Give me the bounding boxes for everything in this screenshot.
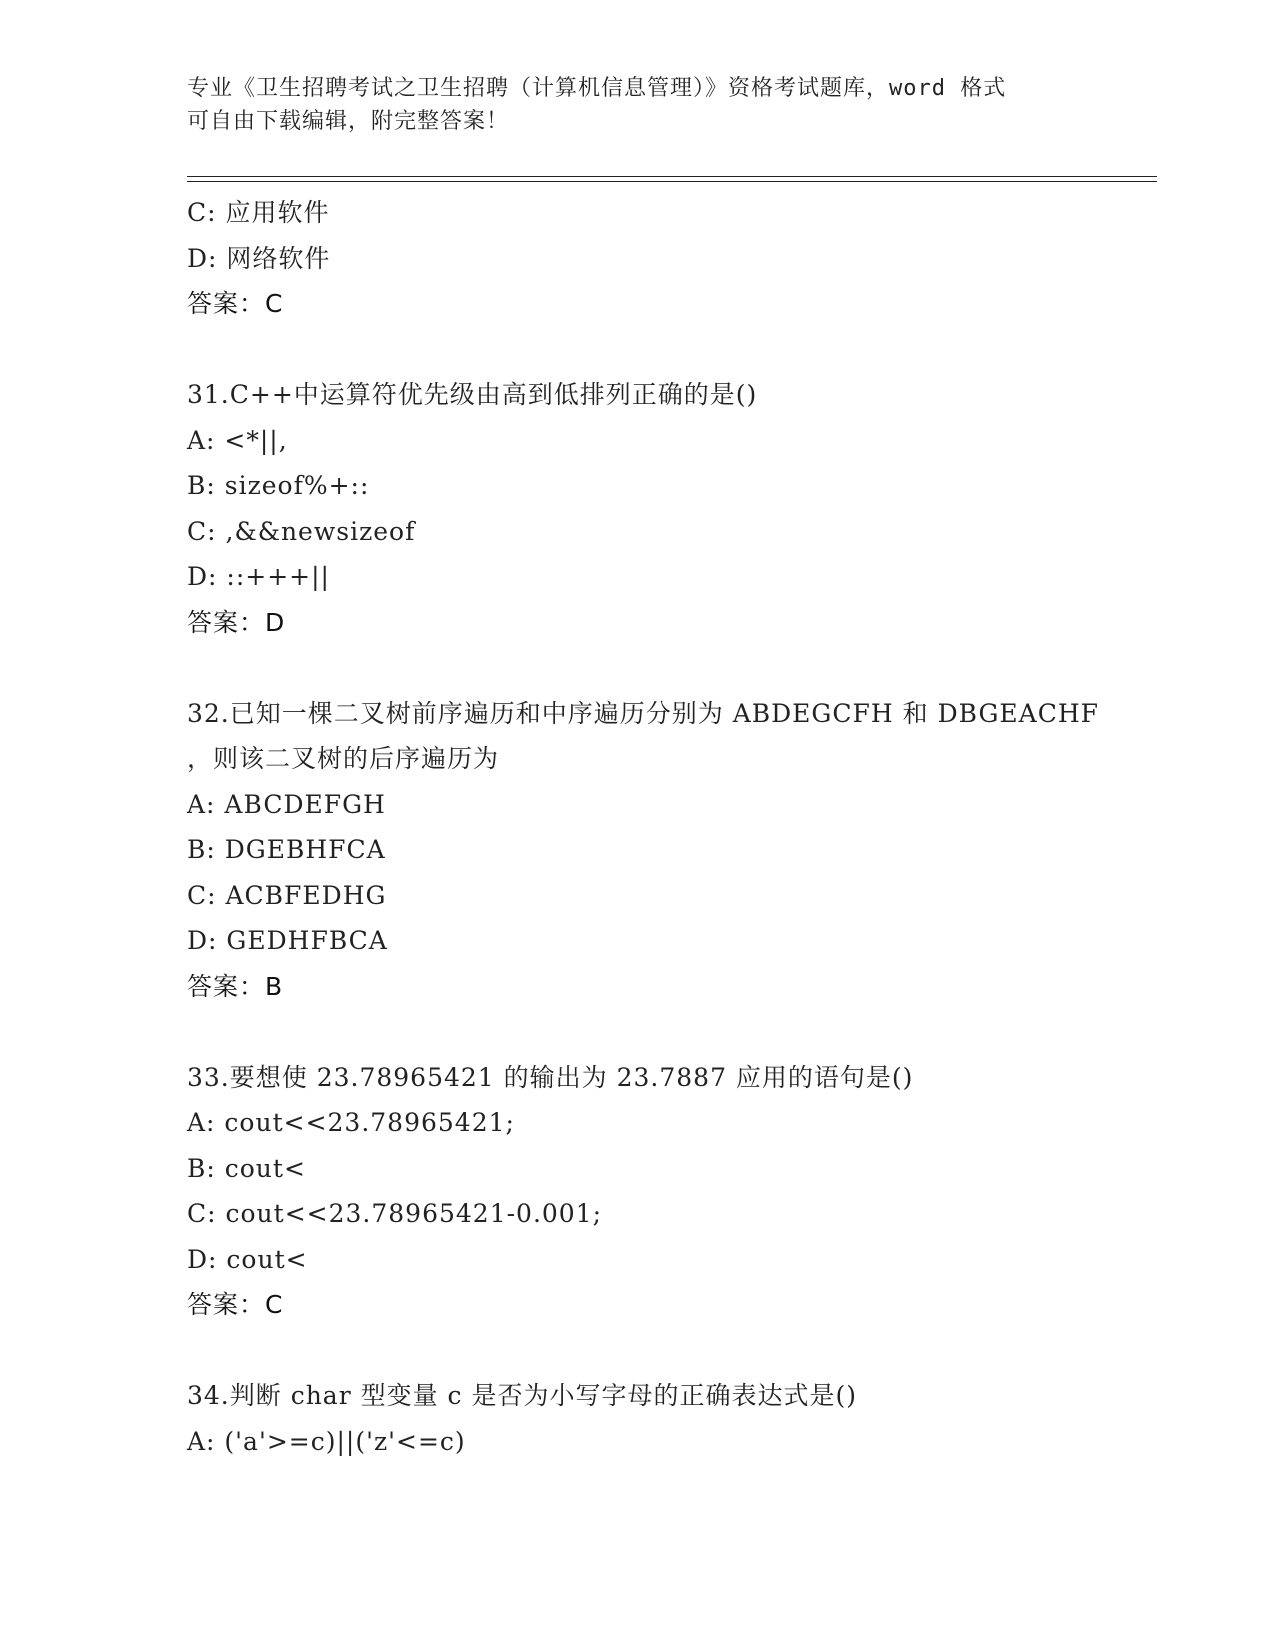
header-divider-top [187,176,1157,177]
option-a: A: cout<<23.78965421; [187,1108,515,1137]
option-a: A: ('a'>=c)||('z'<=c) [187,1426,466,1456]
question-text: 31.C++中运算符优先级由高到低排列正确的是() [187,380,758,409]
option-c: C: 应用软件 [187,198,330,227]
option-c: C: cout<<23.78965421-0.001; [187,1199,603,1228]
header-line-1: 专业《卫生招聘考试之卫生招聘（计算机信息管理）》资格考试题库，word 格式 [187,76,1007,101]
answer-label: 答案：C [187,289,284,318]
answer-label: 答案：D [187,607,286,637]
question-block-34 [187,1373,1177,1464]
answer-label: 答案：B [187,971,284,1001]
spacer [187,1009,1177,1055]
question-text-continued: ，则该二叉树的后序遍历为 [187,744,500,773]
question-block-prev [187,190,1177,327]
header-line-2: 可自由下载编辑，附完整答案！ [187,109,510,134]
option-b: B: DGEBHFCA [187,835,386,864]
question-text: 33.要想使 23.78965421 的输出为 23.7887 应用的语句是() [187,1062,914,1092]
spacer [187,645,1177,691]
option-c: C: ACBFEDHG [187,880,387,910]
spacer [187,1328,1177,1374]
option-d: D: GEDHFBCA [187,926,388,955]
option-d: D: 网络软件 [187,243,331,273]
answer-label: 答案：C [187,1290,284,1319]
header-divider-bottom [187,181,1157,182]
question-block-31 [187,372,1177,645]
option-a: A: ABCDEFGH [187,789,386,819]
spacer [187,327,1177,373]
question-list [187,190,1177,1464]
question-block-32 [187,691,1177,1010]
option-b: B: cout< [187,1153,306,1183]
option-d: D: ::+++|| [187,562,330,591]
option-c: C: ,&&newsizeof [187,516,416,546]
option-b: B: sizeof%+:: [187,471,370,500]
document-header [187,72,1087,138]
question-block-33 [187,1055,1177,1328]
question-text: 32.已知一棵二叉树前序遍历和中序遍历分别为 ABDEGCFH 和 DBGEACHF [187,698,1099,728]
option-d: D: cout< [187,1244,308,1274]
option-a: A: <*||, [187,425,288,455]
question-text: 34.判断 char 型变量 c 是否为小写字母的正确表达式是() [187,1381,858,1410]
